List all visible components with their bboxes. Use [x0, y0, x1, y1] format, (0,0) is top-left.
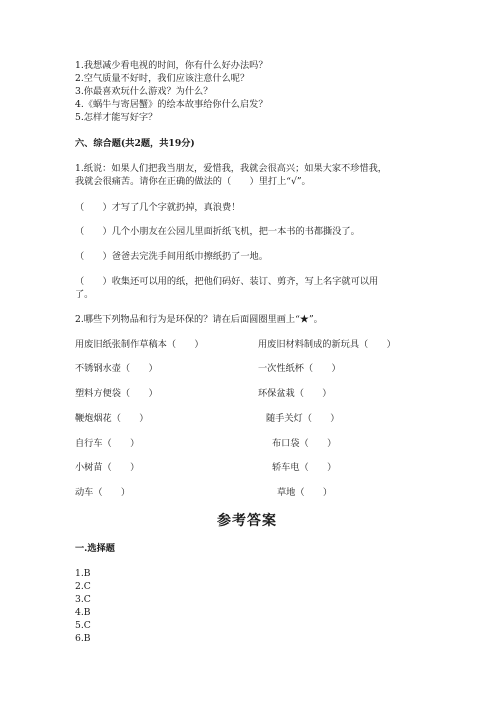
- eco-item: 随手关灯（ ）: [266, 413, 340, 424]
- question-line: 1.我想减少看电视的时间，你有什么好办法吗？: [75, 60, 268, 71]
- question-line: 3.你最喜欢玩什么游戏？为什么？: [75, 86, 213, 97]
- eco-item: 自行车（ ）: [75, 438, 140, 449]
- section-heading: 一.选择题: [75, 543, 115, 554]
- eco-item: 用废旧材料制成的新玩具（ ）: [258, 339, 396, 350]
- answer-line: 5.C: [75, 620, 91, 631]
- eco-item: 环保盆栽（ ）: [258, 388, 332, 399]
- answer-line: 1.B: [75, 568, 91, 579]
- eco-item: 动车（ ）: [75, 487, 131, 498]
- answer-line: 4.B: [75, 607, 91, 618]
- eco-item: 用废旧纸张制作草稿本（ ）: [75, 339, 204, 350]
- answer-option: （ ）收集还可以用的纸，把他们码好、装订、剪齐，写上名字就可以用: [75, 276, 379, 287]
- eco-item: 不锈钢水壶（ ）: [75, 363, 158, 374]
- answer-line: 6.B: [75, 633, 91, 644]
- question-line: 5.怎样才能写好字？: [75, 112, 158, 123]
- section-heading: 六、综合题(共2题，共19分): [75, 138, 195, 149]
- eco-item: 小树苗（ ）: [75, 462, 140, 473]
- question-text: 我就会很痛苦。请你在正确的做法的（ ）里打上“√”。: [75, 176, 311, 187]
- answer-option: （ ）爸爸去完洗手间用纸巾擦纸扔了一地。: [75, 251, 268, 262]
- answer-option: （ ）才写了几个字就扔掉，真浪费！: [75, 202, 241, 213]
- eco-item: 轿车电（ ）: [272, 462, 337, 473]
- eco-item: 鞭炮烟花（ ）: [75, 413, 149, 424]
- eco-item: 草地（ ）: [277, 487, 333, 498]
- eco-item: 一次性纸杯（ ）: [258, 363, 341, 374]
- answers-title: 参考答案: [217, 513, 277, 529]
- question-line: 4.《蜗牛与寄居蟹》的绘本故事给你什么启发？: [75, 99, 268, 110]
- answer-line: 3.C: [75, 594, 91, 605]
- eco-item: 布口袋（ ）: [272, 438, 337, 449]
- answer-option: （ ）几个小朋友在公园儿里面折纸飞机，把一本书的书都撕没了。: [75, 226, 360, 237]
- answer-option: 了。: [75, 289, 94, 300]
- answer-line: 2.C: [75, 581, 91, 592]
- question-text: 2.哪些下列物品和行为是环保的？请在后面圆圈里画上“★”。: [75, 314, 323, 325]
- eco-item: 塑料方便袋（ ）: [75, 388, 158, 399]
- question-line: 2.空气质量不好时，我们应该注意什么呢？: [75, 73, 250, 84]
- question-text: 1.纸说：如果人们把我当朋友，爱惜我，我就会很高兴；如果大家不珍惜我，: [75, 163, 387, 174]
